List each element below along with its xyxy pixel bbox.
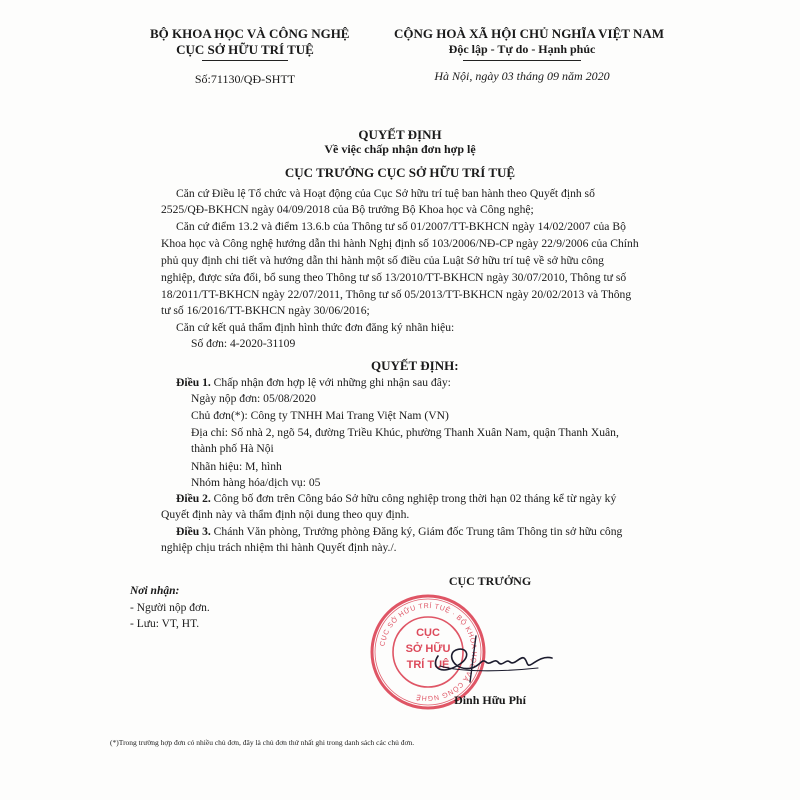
handwritten-signature [420,628,570,688]
national-motto: Độc lập - Tự do - Hạnh phúc [448,42,596,56]
motto-underline [463,60,581,61]
recipient-item: - Người nộp đơn. [130,602,210,614]
article-3 [176,525,622,539]
recipient-item: - Lưu: VT, HT. [130,618,200,630]
svg-text:TRÍ TUỆ: TRÍ TUỆ [406,659,450,671]
article-2-label: Điều 2. [176,492,211,505]
issue-date: Hà Nội, ngày 03 tháng 09 năm 2020 [434,69,610,83]
document-title: QUYẾT ĐỊNH [358,127,442,142]
preamble-line: nghiệp, được sửa đổi, bổ sung theo Thông tư số 13/2010/TT-BKHCN ngày 30/07/2010, Thông tư số [161,271,627,284]
article-1-item: Ngày nộp đơn: 05/08/2020 [191,392,316,405]
preamble-line: 18/2011/TT-BKHCN ngày 22/07/2011, Thông tư số 05/2013/TT-BKHCN ngày 20/02/2013 và Thông [161,288,632,301]
recipients-heading: Nơi nhận: [130,585,180,597]
preamble-line: Khoa học và Công nghệ hướng dẫn thi hành Nghị định số 103/2006/NĐ-CP ngày 22/9/2006 của Chính [161,237,639,250]
preamble-line: tư số 16/2016/TT-BKHCN ngày 30/06/2016; [161,304,370,317]
national-title: CỘNG HOÀ XÃ HỘI CHỦ NGHĨA VIỆT NAM [394,26,665,41]
article-1-label: Điều 1. [176,376,211,389]
article-1 [176,376,451,390]
article-1-item: thành phố Hà Nội [191,442,274,455]
ministry-name: BỘ KHOA HỌC VÀ CÔNG NGHỆ [150,26,350,41]
signatory-title: CỤC TRƯỞNG [448,574,532,588]
preamble-line: Căn cứ kết quả thẩm định hình thức đơn đăng ký nhãn hiệu: [176,321,455,334]
document-subject: Về việc chấp nhận đơn hợp lệ [324,142,476,156]
article-1-item: Chủ đơn(*): Công ty TNHH Mai Trang Việt Nam (VN) [191,409,449,422]
footnote: (*)Trong trường hợp đơn có nhiều chủ đơn, đây là chủ đơn thứ nhất ghi trong danh sách các chủ đơn. [110,738,415,747]
preamble-line: 2525/QĐ-BKHCN ngày 04/09/2018 của Bộ trưởng Bộ Khoa học và Công nghệ; [161,203,534,216]
article-2-continuation: Quyết định này và thẩm định nội dung theo quy định. [161,508,410,521]
agency-name: CỤC SỞ HỮU TRÍ TUỆ [176,42,314,57]
issuing-authority: CỤC TRƯỞNG CỤC SỞ HỮU TRÍ TUỆ [284,165,516,180]
article-1-item: Nhóm hàng hóa/dịch vụ: 05 [191,476,321,489]
svg-text:CỤC SỞ HỮU TRÍ TUỆ · BỘ KHOA H: CỤC SỞ HỮU TRÍ TUỆ · BỘ KHOA HỌC VÀ CÔNG NGHỆ [379,602,478,702]
agency-underline [202,60,288,61]
article-3-continuation: nghiệp chịu trách nhiệm thi hành Quyết định này./. [161,541,397,554]
application-number: Số đơn: 4-2020-31109 [191,337,296,350]
svg-text:SỞ HỮU: SỞ HỮU [405,643,451,655]
article-2 [176,492,616,506]
decision-heading: QUYẾT ĐỊNH: [371,358,459,373]
preamble-line: Căn cứ Điều lệ Tổ chức và Hoạt động của Cục Sở hữu trí tuệ ban hành theo Quyết định số [176,187,595,200]
article-3-label: Điều 3. [176,525,211,538]
document-number: Số:71130/QĐ-SHTT [194,72,296,86]
article-1-item: Địa chỉ: Số nhà 2, ngõ 54, đường Triều Khúc, phường Thanh Xuân Nam, quận Thanh Xuân, [191,426,619,439]
article-2-text: Công bố đơn trên Công báo Sở hữu công nghiệp trong thời hạn 02 tháng kể từ ngày ký [210,492,617,505]
article-1-text: Chấp nhận đơn hợp lệ với những ghi nhận sau đây: [210,376,451,389]
signatory-name: Đinh Hữu Phí [454,693,526,707]
article-3-text: Chánh Văn phòng, Trưởng phòng Đăng ký, Giám đốc Trung tâm Thông tin sở hữu công [210,525,623,538]
svg-text:CỤC: CỤC [416,627,440,639]
preamble-line: phủ quy định chi tiết và hướng dẫn thi hành một số điều của Luật Sở hữu trí tuệ về sở hữu công [161,254,604,267]
preamble-line: Căn cứ điểm 13.2 và điểm 13.6.b của Thông tư số 01/2007/TT-BKHCN ngày 14/02/2007 của Bộ [176,220,626,233]
article-1-item: Nhãn hiệu: M, hình [191,460,282,473]
